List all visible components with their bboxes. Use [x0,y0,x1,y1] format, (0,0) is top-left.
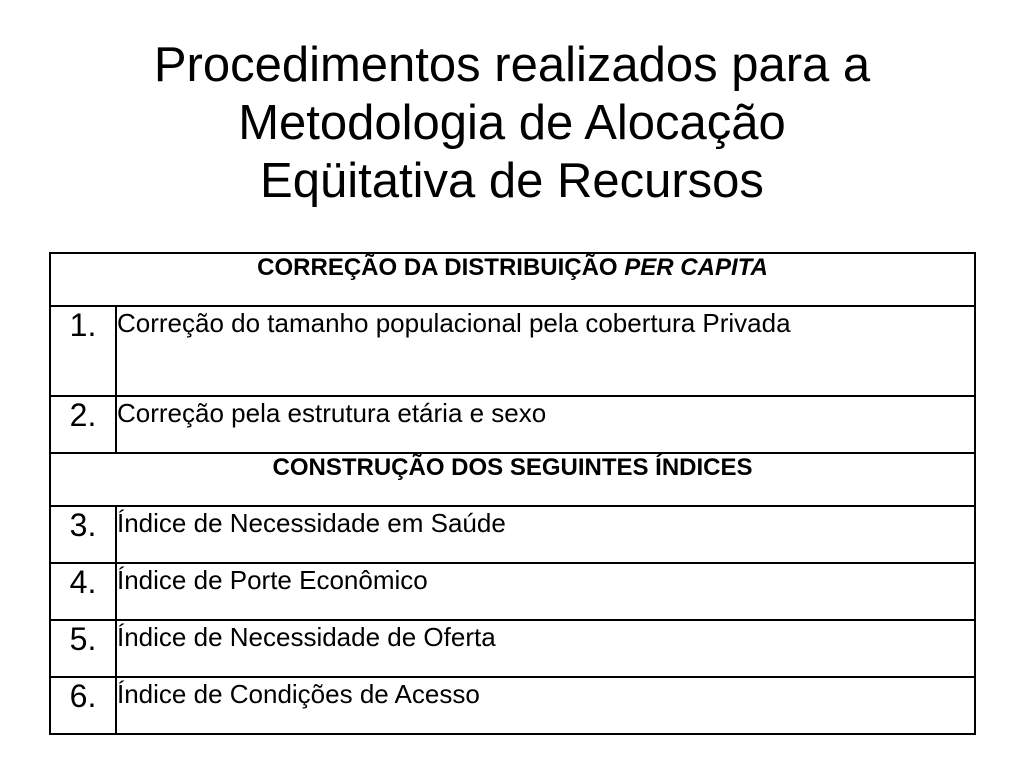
slide-title [0,36,1024,210]
procedures-table-container [49,252,974,735]
row-number: 2. [50,396,116,453]
section-header-indices: CONSTRUÇÃO DOS SEGUINTES ÍNDICES [50,453,975,506]
section-header-italic-text: PER CAPITA [624,254,768,281]
table-row [50,620,975,677]
section-header-row [50,253,975,306]
row-number: 5. [50,620,116,677]
row-description: Índice de Condições de Acesso [116,677,975,734]
section-header-per-capita [50,253,975,306]
row-description: Correção pela estrutura etária e sexo [116,396,975,453]
table-row [50,506,975,563]
row-number: 4. [50,563,116,620]
row-number: 1. [50,306,116,396]
row-number: 3. [50,506,116,563]
title-line-2: Metodologia de Alocação [238,96,786,150]
row-number: 6. [50,677,116,734]
procedures-table [49,252,976,735]
section-header-row [50,453,975,506]
table-row [50,563,975,620]
title-line-3: Eqüitativa de Recursos [260,154,764,208]
row-description: Índice de Necessidade em Saúde [116,506,975,563]
section-header-bold-text: CORREÇÃO DA DISTRIBUIÇÃO [257,254,625,281]
row-description: Correção do tamanho populacional pela cobertura Privada [116,306,975,396]
title-line-1: Procedimentos realizados para a [153,38,871,92]
table-row [50,396,975,453]
table-row [50,677,975,734]
row-description: Índice de Necessidade de Oferta [116,620,975,677]
row-description: Índice de Porte Econômico [116,563,975,620]
table-row [50,306,975,396]
